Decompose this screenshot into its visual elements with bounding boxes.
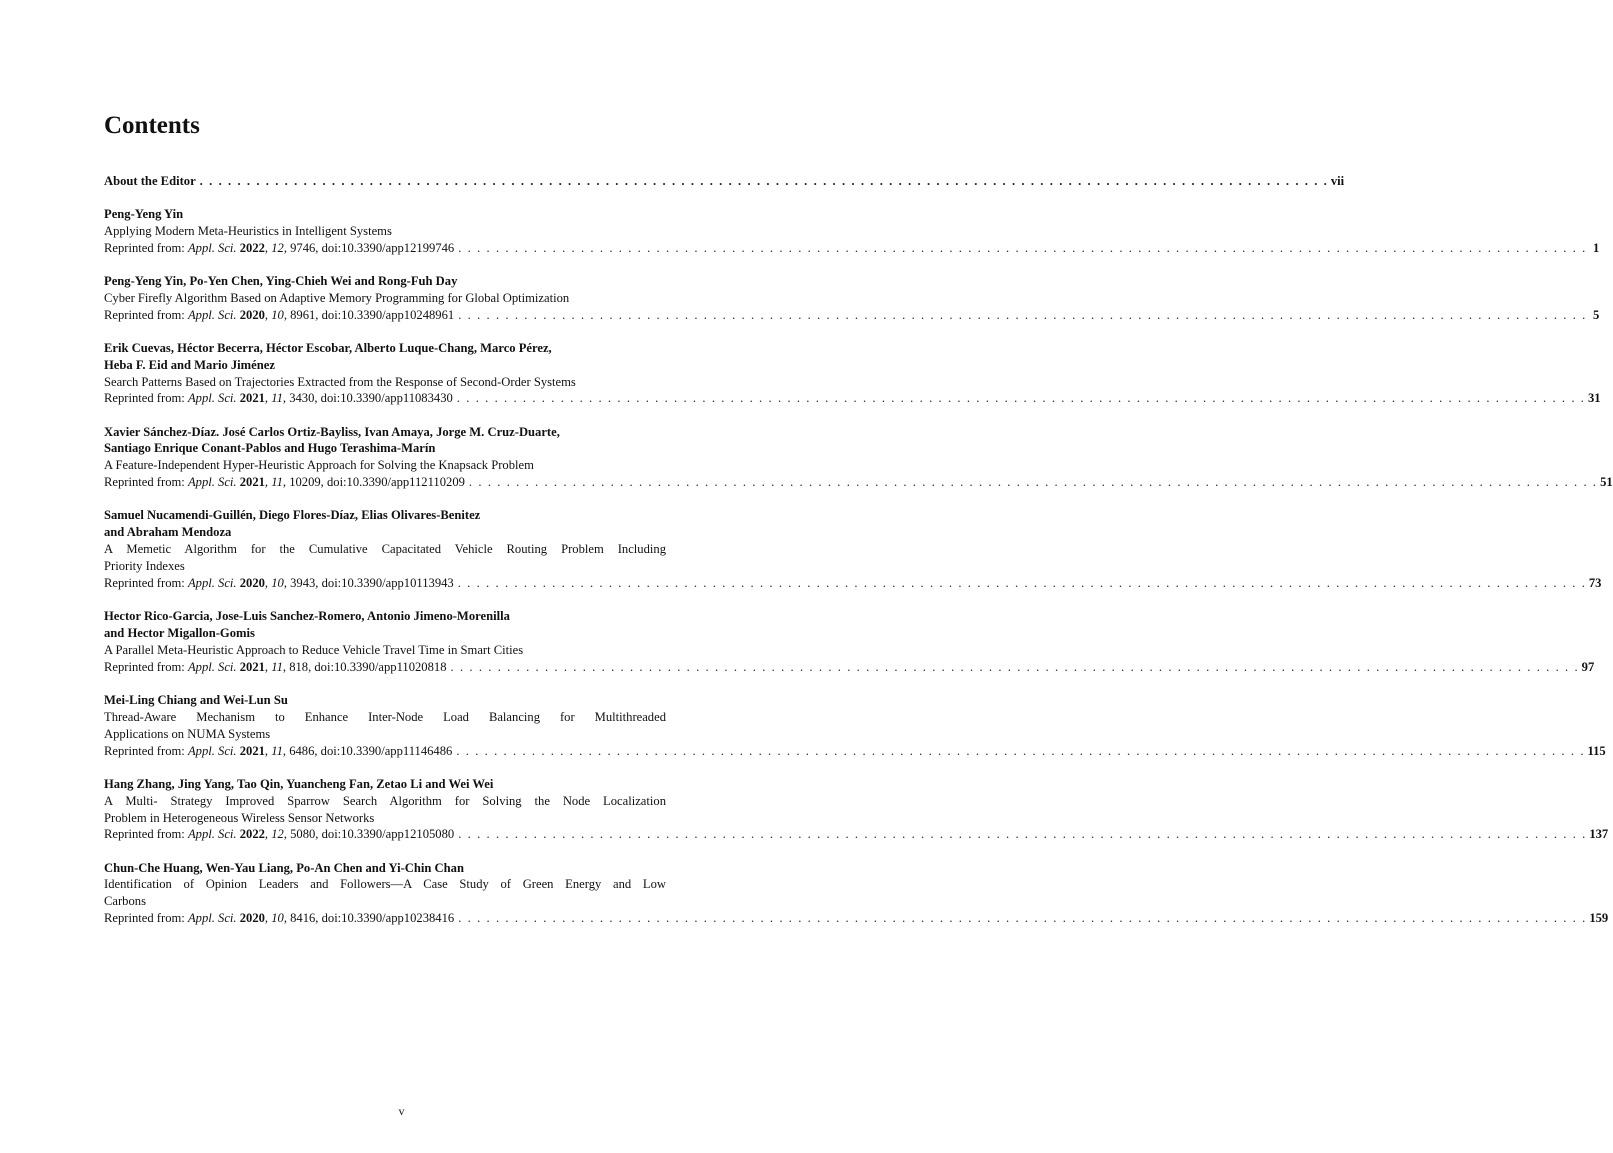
- dot-leader: . . . . . . . . . . . . . . . . . . . . . . . . . . . . . . . . . . . . . . . . . . . . . . . . . . . . . . . . . . . . . . . . . . . . . . . . . . . . . . . . . . . . . . . . . . . . . . . . . . . . . . . . . . . . . . . . . . . . . . . .: [450, 659, 1578, 674]
- title-line: Search Patterns Based on Trajectories Extracted from the Response of Second-Order Systems: [104, 374, 576, 389]
- author-line: Chun-Che Huang, Wen-Yau Liang, Po-An Chen and Yi-Chin Chan: [104, 860, 464, 875]
- toc-page-number: 115: [1587, 743, 1606, 758]
- entry-authors: [104, 776, 700, 793]
- title-line: A Feature-Independent Hyper-Heuristic Approach for Solving the Knapsack Problem: [104, 458, 534, 473]
- citation: Reprinted from: Appl. Sci. 2021, 11, 6486, doi:10.3390/app11146486: [104, 743, 453, 758]
- volume: 11: [271, 743, 283, 758]
- year: 2020: [239, 307, 265, 322]
- citation: Reprinted from: Appl. Sci. 2021, 11, 3430, doi:10.3390/app11083430: [104, 391, 453, 406]
- dot-leader: . . . . . . . . . . . . . . . . . . . . . . . . . . . . . . . . . . . . . . . . . . . . . . . . . . . . . . . . . . . . . . . . . . . . . . . . . . . . . . . . . . . . . . . . . . . . . . . . . . . . . . . . . . . . . . . . . . . . . . . .: [458, 240, 1586, 255]
- reprint-line: [104, 659, 1595, 676]
- author-line: Erik Cuevas, Héctor Becerra, Héctor Escobar, Alberto Luque-Chang, Marco Pérez,: [104, 340, 552, 355]
- citation: Reprinted from: Appl. Sci. 2020, 10, 3943, doi:10.3390/app10113943: [104, 575, 454, 590]
- title-line: A Multi- Strategy Improved Sparrow Search Algorithm for Solving the Node Localization: [104, 793, 666, 808]
- article-number: 8416: [290, 911, 316, 926]
- author-line: and Abraham Mendoza: [104, 525, 232, 540]
- entry-authors: [104, 340, 700, 374]
- entry-authors: [104, 206, 700, 223]
- entry-authors: [104, 424, 700, 458]
- toc-entry[interactable]: [104, 608, 1595, 676]
- volume: 10: [271, 575, 284, 590]
- entry-title: [104, 541, 700, 575]
- reprint-prefix: Reprinted from:: [104, 240, 185, 255]
- reprint-line: [104, 307, 1600, 324]
- journal-name: Appl. Sci.: [187, 911, 237, 926]
- reprint-prefix: Reprinted from:: [104, 827, 185, 842]
- reprint-prefix: Reprinted from:: [104, 575, 185, 590]
- entry-title: [104, 374, 700, 391]
- toc-about-editor[interactable]: [104, 173, 1345, 190]
- reprint-prefix: Reprinted from:: [104, 475, 185, 490]
- reprint-prefix: Reprinted from:: [104, 911, 185, 926]
- title-line: Applications on NUMA Systems: [104, 726, 271, 741]
- article-number: 8961: [290, 307, 316, 322]
- toc-page-number: 137: [1589, 827, 1609, 842]
- journal-name: Appl. Sci.: [187, 743, 237, 758]
- doi: doi:10.3390/app10113943: [321, 575, 454, 590]
- toc-page-number: 97: [1581, 659, 1595, 674]
- citation: Reprinted from: Appl. Sci. 2021, 11, 818, doi:10.3390/app11020818: [104, 659, 447, 674]
- article-number: 3430: [289, 391, 315, 406]
- toc-entry[interactable]: [104, 776, 1609, 844]
- entry-authors: [104, 507, 700, 541]
- journal-name: Appl. Sci.: [187, 391, 237, 406]
- article-number: 10209: [289, 475, 321, 490]
- page-title: Contents: [104, 112, 200, 139]
- entry-authors: [104, 273, 700, 290]
- journal-name: Appl. Sci.: [187, 307, 237, 322]
- entry-title: [104, 223, 700, 240]
- volume: 11: [271, 391, 283, 406]
- entry-authors: [104, 608, 700, 642]
- author-line: Heba F. Eid and Mario Jiménez: [104, 357, 275, 372]
- entry-authors: [104, 692, 700, 709]
- year: 2021: [239, 391, 265, 406]
- title-line: Priority Indexes: [104, 559, 185, 574]
- citation: Reprinted from: Appl. Sci. 2021, 11, 10209, doi:10.3390/app112110209: [104, 475, 465, 490]
- citation: Reprinted from: Appl. Sci. 2020, 10, 8416, doi:10.3390/app10238416: [104, 911, 455, 926]
- citation: Reprinted from: Appl. Sci. 2020, 10, 8961, doi:10.3390/app10248961: [104, 307, 455, 322]
- dot-leader: . . . . . . . . . . . . . . . . . . . . . . . . . . . . . . . . . . . . . . . . . . . . . . . . . . . . . . . . . . . . . . . . . . . . . . . . . . . . . . . . . . . . . . . . . . . . . . . . . . . . . . . . . . . . . . . . . . . . . . . .: [468, 475, 1597, 490]
- journal-name: Appl. Sci.: [187, 827, 237, 842]
- article-number: 6486: [289, 743, 315, 758]
- dot-leader: . . . . . . . . . . . . . . . . . . . . . . . . . . . . . . . . . . . . . . . . . . . . . . . . . . . . . . . . . . . . . . . . . . . . . . . . . . . . . . . . . . . . . . . . . . . . . . . . . . . . . . . . . . . . . . . . . . . . . . . .: [456, 743, 1584, 758]
- toc-page-number: vii: [1330, 174, 1345, 188]
- journal-name: Appl. Sci.: [187, 575, 237, 590]
- toc-page-number: 5: [1593, 307, 1600, 322]
- title-line: Identification of Opinion Leaders and Followers—A Case Study of Green Energy and Low: [104, 877, 666, 892]
- volume: 10: [271, 307, 284, 322]
- journal-name: Appl. Sci.: [187, 240, 237, 255]
- reprint-prefix: Reprinted from:: [104, 659, 185, 674]
- toc-entry[interactable]: [104, 860, 1609, 928]
- doi: doi:10.3390/app11083430: [320, 391, 453, 406]
- volume: 11: [271, 659, 283, 674]
- citation: Reprinted from: Appl. Sci. 2022, 12, 5080, doi:10.3390/app12105080: [104, 827, 455, 842]
- volume: 12: [271, 240, 284, 255]
- title-line: A Memetic Algorithm for the Cumulative Capacitated Vehicle Routing Problem Including: [104, 542, 666, 557]
- entry-authors: [104, 860, 700, 877]
- reprint-line: [104, 910, 1609, 927]
- reprint-line: [104, 390, 1601, 407]
- entry-title: [104, 642, 700, 659]
- doi: doi:10.3390/app10238416: [321, 911, 455, 926]
- doi: doi:10.3390/app11020818: [314, 659, 447, 674]
- dot-leader: . . . . . . . . . . . . . . . . . . . . . . . . . . . . . . . . . . . . . . . . . . . . . . . . . . . . . . . . . . . . . . . . . . . . . . . . . . . . . . . . . . . . . . . . . . . . . . . . . . . . . . . . . . . . . . . . . . . . . . . .: [458, 827, 1586, 842]
- journal-name: Appl. Sci.: [187, 659, 237, 674]
- title-line: Problem in Heterogeneous Wireless Sensor Networks: [104, 810, 375, 825]
- doi: doi:10.3390/app12105080: [321, 827, 455, 842]
- author-line: Xavier Sánchez-Díaz. José Carlos Ortiz-Bayliss, Ivan Amaya, Jorge M. Cruz-Duarte,: [104, 424, 560, 439]
- entry-title: [104, 290, 700, 307]
- title-line: Cyber Firefly Algorithm Based on Adaptive Memory Programming for Global Optimization: [104, 290, 570, 305]
- entry-title: [104, 457, 700, 474]
- reprint-line: [104, 474, 1613, 491]
- reprint-line: [104, 826, 1609, 843]
- doi: doi:10.3390/app11146486: [320, 743, 453, 758]
- toc-page-number: 73: [1588, 575, 1602, 590]
- page-number-footer: v: [398, 1104, 405, 1118]
- author-line: Hector Rico-Garcia, Jose-Luis Sanchez-Romero, Antonio Jimeno-Morenilla: [104, 609, 510, 624]
- toc-entry-label: About the Editor: [104, 174, 196, 188]
- year: 2021: [239, 743, 265, 758]
- reprint-prefix: Reprinted from:: [104, 743, 185, 758]
- reprint-prefix: Reprinted from:: [104, 307, 185, 322]
- author-line: Santiago Enrique Conant-Pablos and Hugo Terashima-Marín: [104, 441, 436, 456]
- author-line: Peng-Yeng Yin: [104, 206, 184, 221]
- doi: doi:10.3390/app12199746: [321, 240, 455, 255]
- year: 2020: [239, 575, 265, 590]
- title-line: A Parallel Meta-Heuristic Approach to Reduce Vehicle Travel Time in Smart Cities: [104, 642, 524, 657]
- reprint-line: [104, 240, 1600, 257]
- toc-entries: [104, 206, 1613, 927]
- toc-page-number: 31: [1587, 391, 1601, 406]
- year: 2022: [239, 827, 265, 842]
- entry-title: [104, 876, 700, 910]
- dot-leader: . . . . . . . . . . . . . . . . . . . . . . . . . . . . . . . . . . . . . . . . . . . . . . . . . . . . . . . . . . . . . . . . . . . . . . . . . . . . . . . . . . . . . . . . . . . . . . . . . . . . . . . . . . . . . . . . . . . . . . . .: [456, 391, 1584, 406]
- reprint-line: [104, 743, 1606, 760]
- volume: 12: [271, 827, 284, 842]
- year: 2021: [239, 659, 265, 674]
- volume: 10: [271, 911, 284, 926]
- toc-page-number: 1: [1593, 240, 1600, 255]
- toc-entry[interactable]: [104, 692, 1606, 760]
- toc-page-number: 159: [1589, 911, 1609, 926]
- author-line: Hang Zhang, Jing Yang, Tao Qin, Yuancheng Fan, Zetao Li and Wei Wei: [104, 776, 494, 791]
- title-line: Thread-Aware Mechanism to Enhance Inter-Node Load Balancing for Multithreaded: [104, 709, 666, 724]
- toc-entry[interactable]: [104, 340, 1601, 408]
- toc-entry[interactable]: [104, 206, 1600, 257]
- volume: 11: [271, 475, 283, 490]
- article-number: 818: [289, 659, 309, 674]
- reprint-prefix: Reprinted from:: [104, 391, 185, 406]
- table-of-contents: [104, 173, 1613, 943]
- year: 2022: [239, 240, 265, 255]
- author-line: Mei-Ling Chiang and Wei-Lun Su: [104, 692, 288, 707]
- toc-page-number: 51: [1600, 475, 1613, 490]
- article-number: 3943: [290, 575, 316, 590]
- journal-name: Appl. Sci.: [187, 475, 237, 490]
- title-line: Carbons: [104, 894, 146, 909]
- year: 2021: [239, 475, 265, 490]
- author-line: Samuel Nucamendi-Guillén, Diego Flores-Díaz, Elias Olivares-Benitez: [104, 508, 481, 523]
- doi: doi:10.3390/app10248961: [321, 307, 455, 322]
- toc-entry[interactable]: [104, 273, 1600, 324]
- toc-entry[interactable]: [104, 507, 1602, 592]
- author-line: Peng-Yeng Yin, Po-Yen Chen, Ying-Chieh Wei and Rong-Fuh Day: [104, 273, 458, 288]
- author-line: and Hector Migallon-Gomis: [104, 625, 255, 640]
- article-number: 9746: [290, 240, 316, 255]
- toc-entry[interactable]: [104, 424, 1613, 492]
- title-line: Applying Modern Meta-Heuristics in Intelligent Systems: [104, 223, 392, 238]
- doi: doi:10.3390/app112110209: [326, 475, 465, 490]
- entry-title: [104, 709, 700, 743]
- year: 2020: [239, 911, 265, 926]
- dot-leader: . . . . . . . . . . . . . . . . . . . . . . . . . . . . . . . . . . . . . . . . . . . . . . . . . . . . . . . . . . . . . . . . . . . . . . . . . . . . . . . . . . . . . . . . . . . . . . . . . . . . . . . . . . . . . . . . . . . . . . . .: [458, 307, 1586, 322]
- dot-leader: . . . . . . . . . . . . . . . . . . . . . . . . . . . . . . . . . . . . . . . . . . . . . . . . . . . . . . . . . . . . . . . . . . . . . . . . . . . . . . . . . . . . . . . . . . . . . . . . . . . . . . . . . . . . . . . . . . . . . . . .: [199, 174, 1327, 188]
- entry-title: [104, 793, 700, 827]
- dot-leader: . . . . . . . . . . . . . . . . . . . . . . . . . . . . . . . . . . . . . . . . . . . . . . . . . . . . . . . . . . . . . . . . . . . . . . . . . . . . . . . . . . . . . . . . . . . . . . . . . . . . . . . . . . . . . . . . . . . . . . . .: [457, 575, 1585, 590]
- article-number: 5080: [290, 827, 316, 842]
- citation: Reprinted from: Appl. Sci. 2022, 12, 9746, doi:10.3390/app12199746: [104, 240, 455, 255]
- dot-leader: . . . . . . . . . . . . . . . . . . . . . . . . . . . . . . . . . . . . . . . . . . . . . . . . . . . . . . . . . . . . . . . . . . . . . . . . . . . . . . . . . . . . . . . . . . . . . . . . . . . . . . . . . . . . . . . . . . . . . . . .: [458, 911, 1586, 926]
- reprint-line: [104, 575, 1602, 592]
